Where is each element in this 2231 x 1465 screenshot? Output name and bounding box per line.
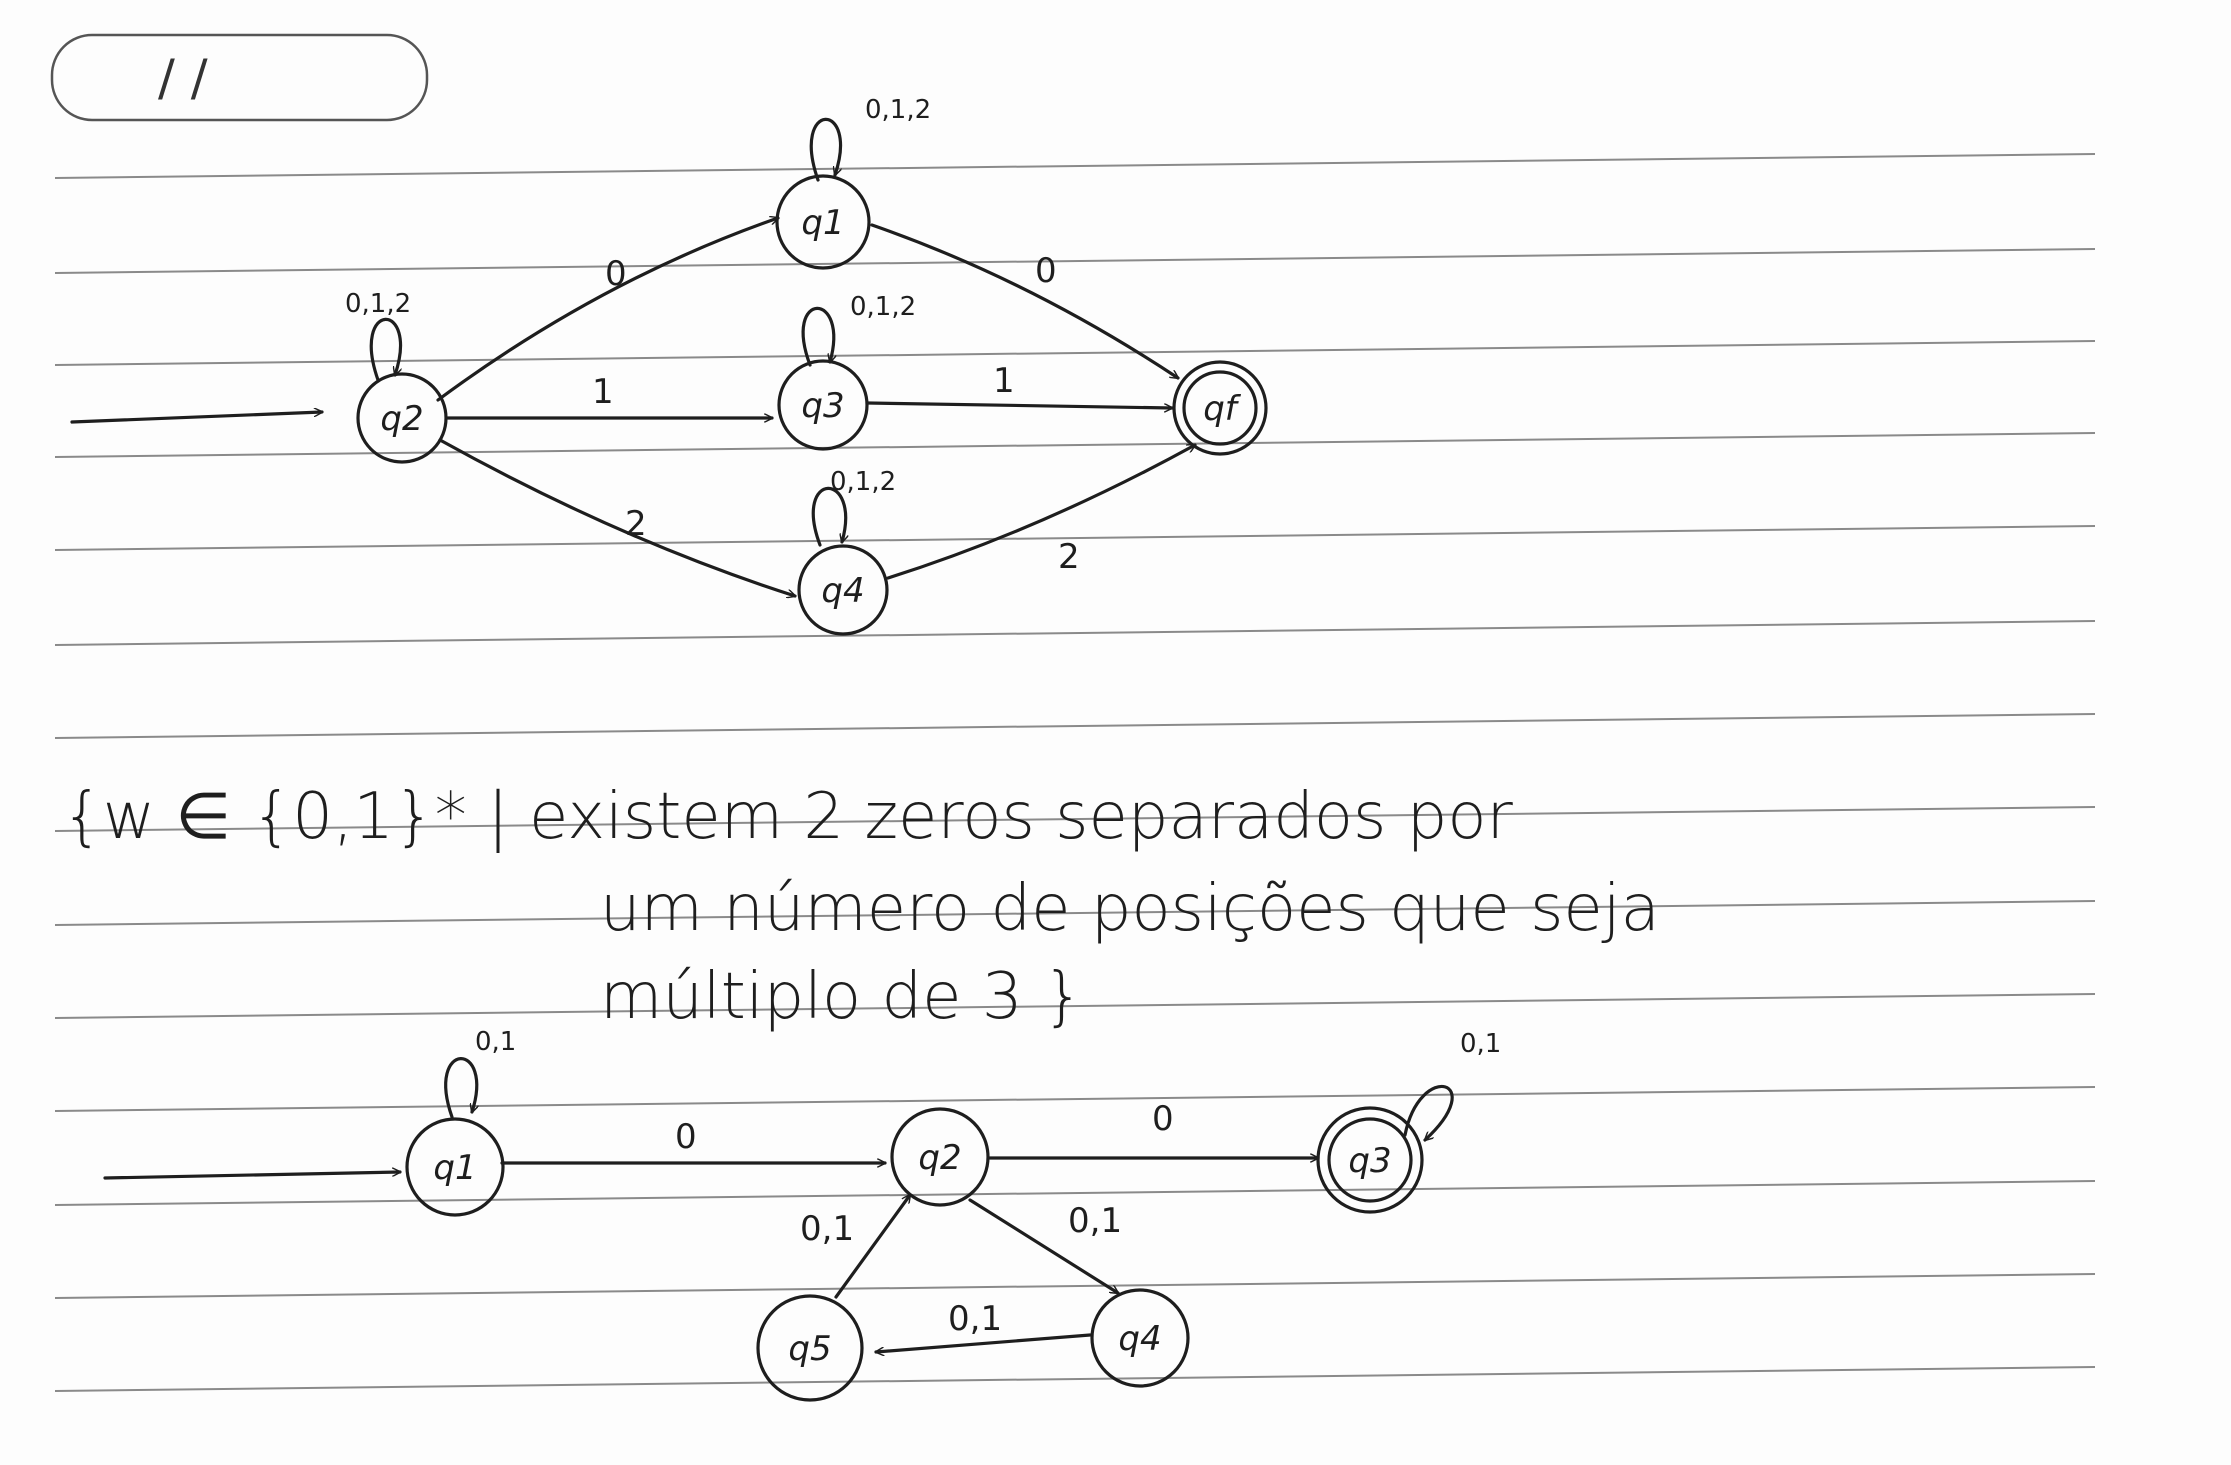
language-line-3: múltiplo de 3 } xyxy=(600,960,1084,1034)
state-label: q1 xyxy=(801,203,845,243)
edge-q4-qf xyxy=(888,445,1195,578)
loop-q1 xyxy=(811,119,840,180)
loop-label: 0,1 xyxy=(1460,1029,1502,1059)
date-slashes: / / xyxy=(158,49,208,107)
initial-arrow-q2 xyxy=(72,412,322,422)
edge-label: 0 xyxy=(1035,251,1057,291)
edge-label: 0 xyxy=(675,1117,697,1157)
edge-label: 0 xyxy=(605,254,627,294)
edge-q3-qf xyxy=(868,403,1172,408)
loop-label: 0,1,2 xyxy=(830,467,897,497)
state-label: q4 xyxy=(821,571,865,611)
loop-q1 xyxy=(446,1059,477,1117)
state-label: qf xyxy=(1203,389,1237,429)
loop-q2 xyxy=(371,319,400,380)
state-label: q3 xyxy=(1348,1141,1392,1181)
state-q4 xyxy=(1092,1290,1188,1386)
state-q2 xyxy=(358,374,446,462)
state-label: q2 xyxy=(918,1138,962,1178)
state-q4 xyxy=(799,546,887,634)
date-box xyxy=(52,35,427,120)
state-q1 xyxy=(777,176,869,268)
state-qf xyxy=(1174,362,1266,454)
state-label: q1 xyxy=(433,1148,477,1188)
state-label: q5 xyxy=(788,1329,832,1369)
loop-label: 0,1,2 xyxy=(850,292,917,322)
edge-label: 0,1 xyxy=(948,1299,1003,1339)
edge-label: 0,1 xyxy=(1068,1201,1123,1241)
loop-label: 0,1,2 xyxy=(865,95,932,125)
edge-label: 2 xyxy=(1058,537,1080,577)
state-q3 xyxy=(1318,1108,1422,1212)
automaton-2 xyxy=(105,1027,1501,1400)
state-label: q2 xyxy=(380,399,424,439)
edge-label: 0,1 xyxy=(800,1209,855,1249)
edge-q2-q4 xyxy=(440,440,795,596)
language-line-1: {w ∈ {0,1}* | existem 2 zeros separados por xyxy=(62,780,1513,854)
edge-label: 1 xyxy=(993,361,1015,401)
edge-label: 1 xyxy=(592,372,614,412)
state-q3 xyxy=(779,361,867,449)
language-line-2: um número de posições que seja xyxy=(600,872,1660,946)
edge-label: 2 xyxy=(625,504,647,544)
state-q2 xyxy=(892,1109,988,1205)
state-label: q4 xyxy=(1118,1319,1162,1359)
state-label: q3 xyxy=(801,386,845,426)
loop-label: 0,1 xyxy=(475,1027,517,1057)
loop-label: 0,1,2 xyxy=(345,289,412,319)
edge-label: 0 xyxy=(1152,1099,1174,1139)
state-q5 xyxy=(758,1296,862,1400)
initial-arrow-q1 xyxy=(105,1172,400,1178)
language-definition xyxy=(62,780,1660,1034)
